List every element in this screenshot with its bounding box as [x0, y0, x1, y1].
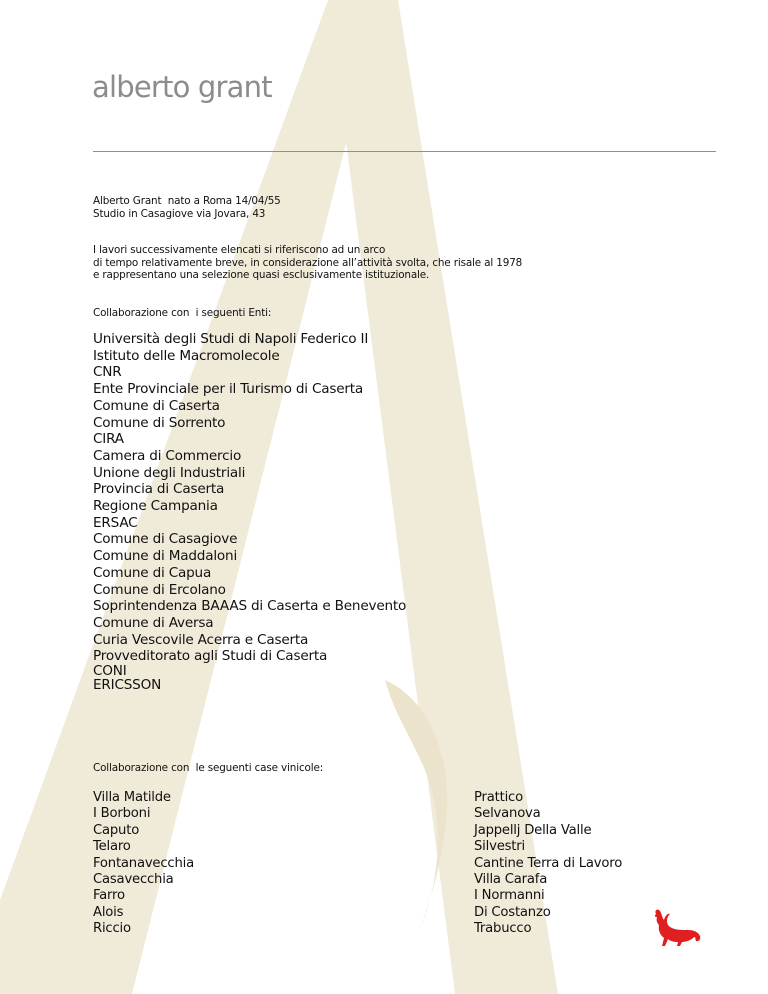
introduction-paragraph — [93, 244, 522, 282]
author-studio-line: Studio in Casagiove via Jovara, 43 — [93, 207, 266, 220]
list-item: I Normanni — [474, 888, 545, 904]
list-item: Curia Vescovile Acerra e Caserta — [93, 631, 309, 648]
intro-line-3: e rappresentano una selezione quasi esclusivamente istituzionale. — [93, 269, 430, 282]
list-item: Casavecchia — [93, 872, 174, 888]
list-item: Camera di Commercio — [93, 447, 242, 464]
list-item: Comune di Sorrento — [93, 414, 226, 431]
list-item: Farro — [93, 888, 125, 904]
list-item: Istituto delle Macromolecole — [93, 347, 280, 364]
header-divider — [93, 151, 716, 152]
cantine-list-right — [474, 790, 622, 938]
list-item: Comune di Maddaloni — [93, 548, 238, 565]
list-item: Comune di Casagiove — [93, 531, 238, 548]
list-item: Cantine Terra di Lavoro — [474, 855, 623, 871]
list-item: Telaro — [93, 839, 131, 855]
brand-logotype: alberto grant — [92, 70, 272, 104]
enti-section-label: Collaborazione con i seguenti Enti: — [93, 307, 272, 319]
red-goat-logo-icon — [650, 908, 702, 948]
intro-line-2: di tempo relativamente breve, in considerazione all’attività svolta, che risale al 1978 — [93, 256, 523, 269]
list-item: Unione degli Industriali — [93, 464, 246, 481]
author-info — [93, 195, 281, 220]
list-item: Università degli Studi di Napoli Federico II — [93, 331, 369, 347]
list-item: Comune di Capua — [93, 564, 212, 581]
author-birth-line: Alberto Grant nato a Roma 14/04/55 — [93, 195, 281, 207]
list-item: ERICSSON — [93, 676, 162, 693]
list-item: Provincia di Caserta — [93, 481, 225, 498]
list-item: CONI — [93, 663, 127, 680]
list-item: Villa Matilde — [93, 790, 171, 805]
list-item: Caputo — [93, 822, 140, 838]
list-item: Jappellj Della Valle — [474, 822, 592, 838]
cantine-list-left — [93, 790, 194, 938]
list-item: Silvestri — [474, 839, 525, 855]
list-item: Provveditorato agli Studi di Caserta — [93, 648, 328, 665]
list-item: Prattico — [474, 790, 523, 805]
list-item: Riccio — [93, 921, 131, 937]
list-item: Soprintendenza BAAAS di Caserta e Benevento — [93, 598, 407, 615]
intro-line-1: I lavori successivamente elencati si riferiscono ad un arco — [93, 244, 386, 256]
list-item: Fontanavecchia — [93, 855, 194, 871]
enti-list — [93, 331, 406, 692]
list-item: Comune di Caserta — [93, 397, 220, 414]
list-item: Trabucco — [474, 921, 532, 937]
list-item: Villa Carafa — [474, 872, 548, 888]
list-item: CIRA — [93, 431, 124, 448]
list-item: Comune di Ercolano — [93, 581, 226, 598]
list-item: Regione Campania — [93, 498, 218, 515]
list-item: Alois — [93, 904, 124, 920]
list-item: Ente Provinciale per il Turismo di Caserta — [93, 381, 364, 398]
list-item: Di Costanzo — [474, 904, 551, 920]
list-item: CNR — [93, 364, 122, 381]
cantine-section-label: Collaborazione con le seguenti case vinicole: — [93, 762, 324, 774]
list-item: Comune di Aversa — [93, 614, 214, 631]
list-item: I Borboni — [93, 806, 151, 822]
list-item: ERSAC — [93, 514, 138, 531]
list-item: Selvanova — [474, 806, 541, 822]
